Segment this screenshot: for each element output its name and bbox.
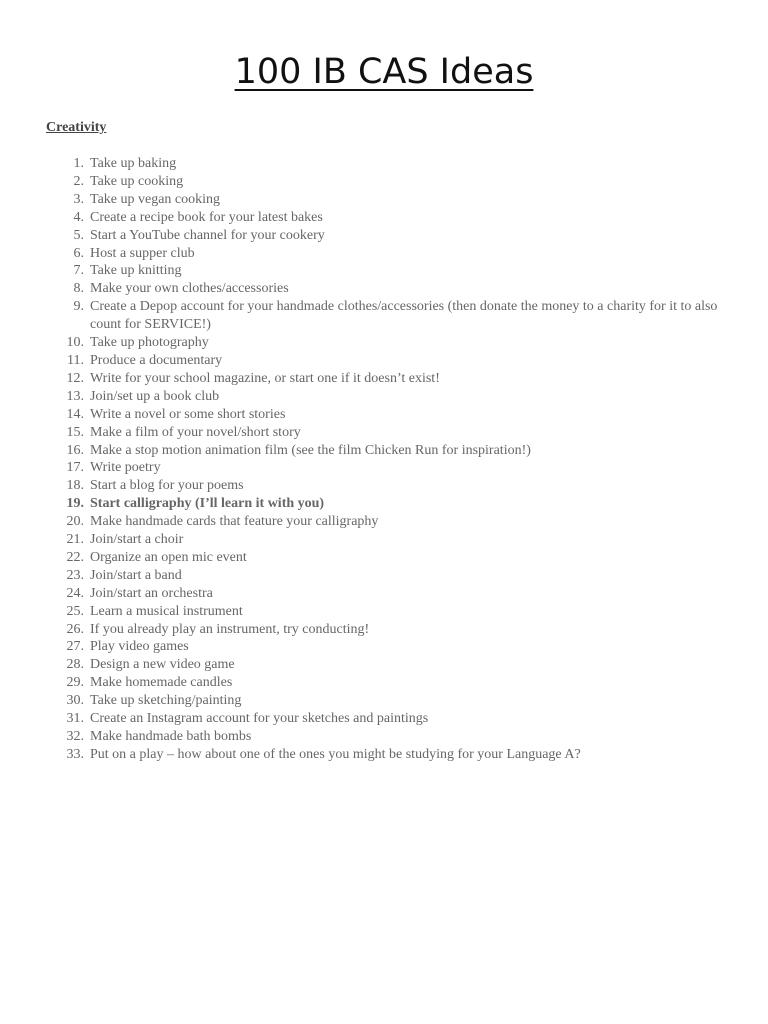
list-item-number: 7. [73, 263, 84, 279]
page-title [0, 52, 768, 92]
list-item-number: 10. [66, 335, 84, 351]
list-item-text: Take up knitting [90, 263, 182, 279]
list-item-number: 9. [73, 299, 84, 315]
list-item-text: Write for your school magazine, or start one if it doesn’t exist! [90, 370, 440, 386]
list-item-text: Join/start a choir [90, 532, 184, 548]
list-item-text: Take up photography [90, 335, 209, 351]
list-item-text: Start calligraphy (I’ll learn it with you) [90, 496, 325, 512]
list-item-number: 23. [66, 567, 84, 583]
list-item-text: Make a stop motion animation film (see the film Chicken Run for inspiration!) [90, 442, 531, 458]
list-item [46, 245, 736, 263]
list-item-number: 19. [66, 496, 84, 512]
list-item [46, 531, 736, 549]
list-item [46, 728, 736, 746]
list-item [46, 656, 736, 674]
list-item [46, 173, 736, 191]
list-item-text: Organize an open mic event [90, 549, 247, 565]
list-item-number: 25. [66, 603, 84, 619]
list-item-text: Produce a documentary [90, 352, 223, 368]
list-item-number: 11. [67, 352, 84, 368]
list-item-number: 28. [66, 657, 84, 673]
list-item-number: 33. [66, 746, 84, 762]
list-item-text: Design a new video game [90, 657, 235, 673]
list-item-number: 8. [73, 281, 84, 297]
list-item [46, 280, 736, 298]
list-item [46, 388, 736, 406]
list-item-number: 4. [73, 209, 84, 225]
creativity-idea-list [46, 155, 736, 764]
list-item-text: Take up cooking [90, 173, 184, 189]
list-item [46, 459, 736, 477]
list-item-text: If you already play an instrument, try conducting! [90, 621, 370, 637]
list-item-text: Make homemade candles [90, 675, 233, 691]
list-item [46, 262, 736, 280]
list-item-number: 21. [66, 532, 84, 548]
list-item-number: 27. [66, 639, 84, 655]
list-item [46, 603, 736, 621]
list-item-text: Take up sketching/painting [90, 693, 242, 709]
list-item-text: Learn a musical instrument [90, 603, 243, 619]
list-item-number: 3. [73, 191, 84, 207]
list-item [46, 209, 736, 227]
list-item [46, 298, 736, 334]
list-item-number: 31. [66, 711, 84, 727]
list-item-text: Make a film of your novel/short story [90, 424, 301, 440]
list-item-number: 22. [66, 549, 84, 565]
list-item-text: Create a Depop account for your handmade clothes/accessories (then donate the money to a charity for it to also count for SERVICE!) [90, 299, 718, 333]
list-item-number: 17. [66, 460, 84, 476]
list-item-text: Join/start a band [90, 567, 182, 583]
list-item-text: Make handmade cards that feature your calligraphy [90, 514, 379, 530]
list-item-text: Play video games [90, 639, 189, 655]
list-item [46, 352, 736, 370]
list-item-number: 20. [66, 514, 84, 530]
list-item-number: 16. [66, 442, 84, 458]
list-item-text: Join/set up a book club [90, 388, 220, 404]
list-item-number: 30. [66, 693, 84, 709]
list-item [46, 495, 736, 513]
list-item [46, 692, 736, 710]
list-item-number: 1. [73, 156, 84, 171]
list-item-text: Make handmade bath bombs [90, 729, 252, 744]
list-item-number: 29. [66, 675, 84, 691]
list-item-number: 13. [66, 388, 84, 404]
list-item-number: 32. [66, 729, 84, 744]
list-item [46, 513, 736, 531]
list-item-number: 2. [73, 173, 84, 189]
list-item-number: 15. [66, 424, 84, 440]
list-item [46, 227, 736, 245]
list-item [46, 406, 736, 424]
list-item [46, 567, 736, 585]
list-item-text: Host a supper club [90, 245, 195, 261]
list-item [46, 191, 736, 209]
list-item-number: 24. [66, 585, 84, 601]
list-item-text: Take up vegan cooking [90, 191, 221, 207]
list-item-text: Make your own clothes/accessories [90, 281, 289, 297]
list-item-number: 14. [66, 406, 84, 422]
list-item [46, 746, 736, 764]
list-item [46, 638, 736, 656]
list-item [46, 424, 736, 442]
list-item [46, 674, 736, 692]
list-item [46, 710, 736, 728]
list-item-text: Put on a play – how about one of the ones you might be studying for your Language A? [90, 746, 581, 762]
list-item-text: Take up baking [90, 156, 177, 171]
list-item-number: 5. [73, 227, 84, 243]
list-item [46, 442, 736, 460]
section-heading-creativity: Creativity [46, 120, 107, 135]
list-item [46, 370, 736, 388]
list-item-number: 12. [66, 370, 84, 386]
list-item [46, 477, 736, 495]
list-item [46, 334, 736, 352]
list-item-number: 6. [73, 245, 84, 261]
list-item-text: Write poetry [90, 460, 161, 476]
list-item [46, 155, 736, 173]
list-item-text: Start a blog for your poems [90, 478, 244, 494]
list-item-number: 26. [66, 621, 84, 637]
list-item-text: Start a YouTube channel for your cookery [90, 227, 325, 243]
list-item [46, 549, 736, 567]
list-item-number: 18. [66, 478, 84, 494]
list-item [46, 585, 736, 603]
list-item [46, 621, 736, 639]
list-item-text: Join/start an orchestra [90, 585, 213, 601]
list-item-text: Write a novel or some short stories [90, 406, 286, 422]
list-item-text: Create an Instagram account for your sketches and paintings [90, 711, 429, 727]
page-title-text: 100 IB CAS Ideas [234, 52, 534, 92]
list-item-text: Create a recipe book for your latest bakes [90, 209, 323, 225]
